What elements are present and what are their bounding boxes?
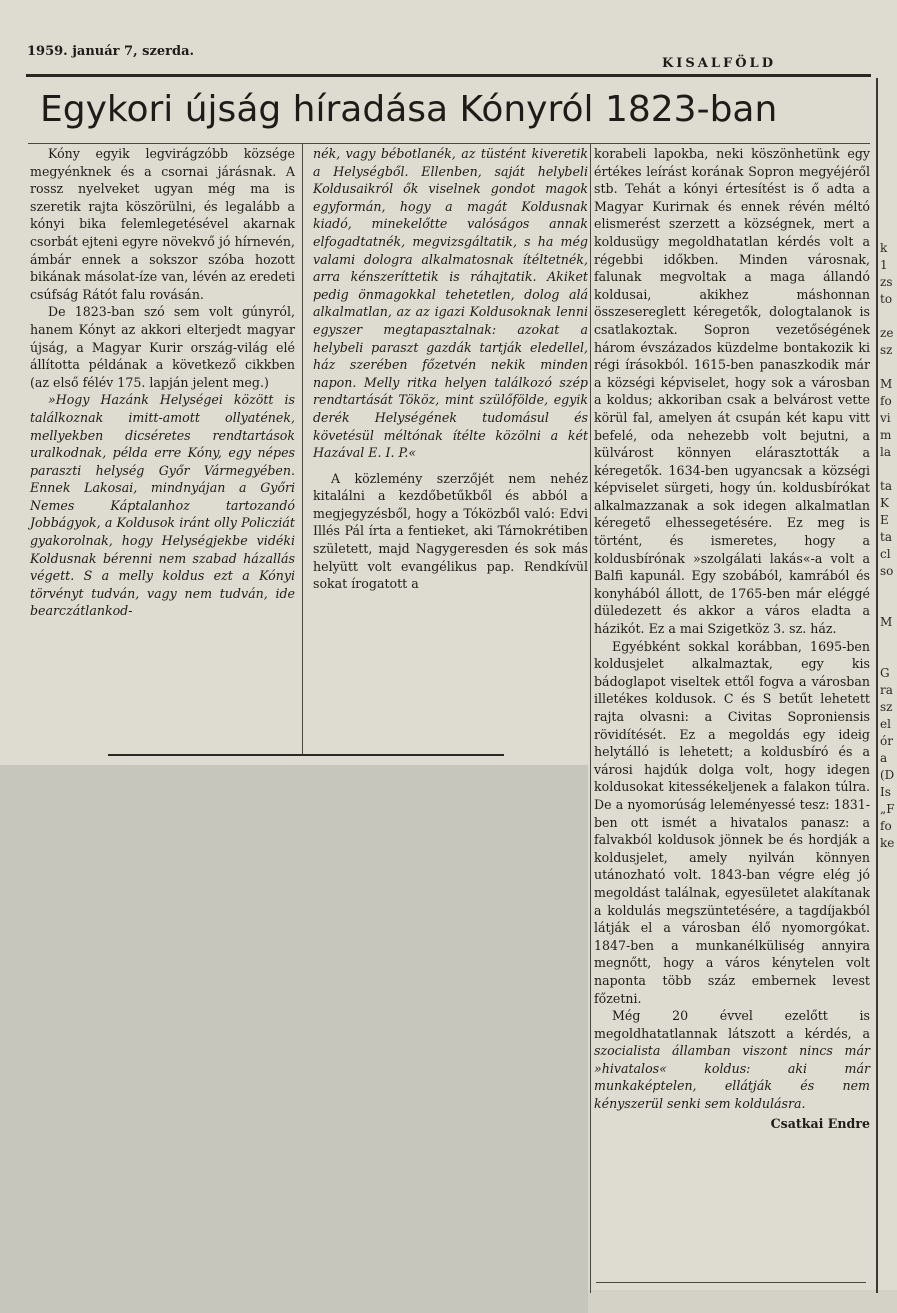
missing-page-area — [0, 765, 588, 1313]
paragraph: A közlemény szerzőjét nem nehéz kitalálni a kezdőbetűkből és abból a megjegyzésből, hogy a Tóközből való: Edvi Illés Pál írta a fentieket, aki Tárnokrétiben született, majd Nagygeresden és sok más helyütt volt evangélikus pap. Rendkívül sokat írogatott a — [313, 470, 588, 592]
issue-date: 1959. január 7, szerda. — [27, 44, 195, 59]
quote-continuation: nék, vagy bébotlanék, az tüstént kiveretik a Helységből. Ellenben, saját helybeli Koldusaikról ők viselnek gondot magok egyformán, hogy a magát Koldusnak kiadó, minekelőtte valóságos annak elfogadtatnék, megvizsgáltatik, s ha még valami dologra alkalmatosnak ítéltetnék, arra kénszeríttetik is ráhajtatik. Akiket pedig önmagokkal tehetetlen, dolog alá alkalmatlan, az az igazi Koldusoknak lenni egyszer megtapasztalnak: azokat a helybeli paraszt gazdák tartják eledellel, ház szerében főzetvén nekik minden napon. Melly ritka helyen találkozó szép rendtartását Tököz, mint szülőfölde, egyik derék Helységének tudomásul és követésül méltónak ítélte közölni a két Hazával E. I. P.« — [313, 146, 588, 461]
newspaper-masthead: KISALFÖLD — [662, 56, 776, 71]
author-signature: Csatkai Endre — [770, 1115, 870, 1131]
adjacent-column-fragments: k 1 zs to ze sz M fo vi m la ta K E ta cl so M G ra sz el ór a (D Is „F fo ke — [880, 241, 895, 850]
header-rule — [26, 74, 871, 77]
paragraph: korabeli lapokba, neki köszönhetünk egy értékes leírást korának Sopron megyéjéről stb. Tehát a kónyi értesítést is ő adta a Magyar Kurirnak és ennek révén méltó elismerést szerzett a községnek, mert a koldusügy megoldhatatlan kérdés volt a régebbi időkben. Minden városnak, falunak megvoltak a maga állandó koldusai, akikhez máshonnan összesereglett kéregetők, dologtalanok is csatlakoztak. Sopron vezetőségének három évszázados küzdelme bontakozik ki régi írásokból. 1615-ben panaszkodik már a községi képviselet, hogy sok a városban a koldus; akkoriban csak a belvárost vette körül fal, amelyen át csupán két kapu vitt befelé, oda nehezebb volt bejutni, a külvárost könnyen elárasztották a kéregetők. 1634-ben ugyancsak a községi képviselet sürgeti, hogy ún. koldusbírókat alkalmazzanak a sok idegen alkalmatlan kéregető elhessegetésére. Ez meg is történt, és ismeretes, hogy a koldusbírónak »szolgálati lakás«-a volt a Balfi kapunál. Egy szobából, kamrából és konyhából állott, de 1765-ben már eléggé düledezett és akkor a város eladta a házikót. Ez a mai Szigetköz 3. sz. ház. — [594, 146, 870, 637]
closing-text: Még 20 évvel ezelőtt is megoldhatatlannak látszott a kérdés, a — [594, 1008, 870, 1041]
article-title: Egykori újság híradása Kónyról 1823-ban — [40, 89, 778, 130]
article-end-rule — [596, 1282, 866, 1283]
article-column-3 — [594, 145, 870, 1132]
closing-italic-text: szocialista államban viszont nincs már »hivatalos« koldus: aki már munkaképtelen, ellátják és nem kényszerül senki sem koldulásra. — [594, 1043, 870, 1112]
closing-paragraph — [594, 1007, 870, 1113]
title-rule — [28, 143, 870, 144]
article-column-2 — [313, 145, 588, 593]
bottom-strip — [588, 1290, 897, 1313]
quote-paragraph: »Hogy Hazánk Helységei között is találkoznak imitt-amott ollyatének, mellyekben dicséretes rendtartások uralkodnak, példa erre Kóny, egy népes paraszti helység Győr Vármegyében. Ennek Lakosai, mindnyájan a Győri Nemes Káptalanhoz tartozandó Jobbágyok, a Koldusok iránt olly Policziát gyakorolnak, hogy Helységjekbe vidéki Koldusnak bérenni nem szabad házallás végett. S a melly koldus ezt a Kónyi törvényt tudván, vagy nem tudván, ide bearczátlankod- — [30, 392, 295, 619]
column-end-rule — [108, 754, 504, 756]
paragraph: De 1823-ban szó sem volt gúnyról, hanem Kónyt az akkori elterjedt magyar újság, a Magyar Kurir ország-világ elé állította példának a következő cikkben (az első félév 175. lapján jelent meg.) — [30, 304, 295, 390]
paragraph: Egyébként sokkal korábban, 1695-ben koldusjelet alkalmaztak, egy kis bádoglapot viseltek ettől fogva a városban illetékes koldusok. C és S betűt lehetett rajta olvasni: a Civitas Soproniensis rövidítését. Ez a megoldás egy ideig helytálló is lehetett; a koldusbíró és a városi hajdúk dolga volt, hogy idegen koldusokat kitessékeljenek a falakon túlra. De a nyomorúság leleményessé tesz: 1831-ben ott ismét a hivatalos panasz: a falvakból koldusok jönnek be és hordják a koldusjelet, amely nyilván könnyen utánozható volt. 1843-ban végre elég jó megoldást találnak, egyesületet alakítanak a koldulás megszüntetésére, a tagdíjakból látják el a városban élő nyomorgókat. 1847-ben a munkanélküliség annyira megnőtt, hogy a város kénytelen volt naponta több száz embernek levest főzetni. — [594, 638, 870, 1006]
article-column-1 — [30, 145, 295, 620]
column-divider-2 — [590, 143, 591, 1293]
column-divider-1 — [302, 143, 303, 755]
paragraph: Kóny egyik legvirágzóbb községe megyénknek és a csornai járásnak. A rossz nyelveket ugyan még ma is szeretik rajta köszörülni, és legalább a kónyi bika felemlegetésével akarnak csorbát ejteni egyre növekvő jó hírnevén, ámbár ennek a sokszor szóba hozott bikának másolat-íze van, lévén az eredeti csúfság Rátót falu rovásán. — [30, 146, 295, 302]
column-divider-3 — [876, 78, 878, 1293]
